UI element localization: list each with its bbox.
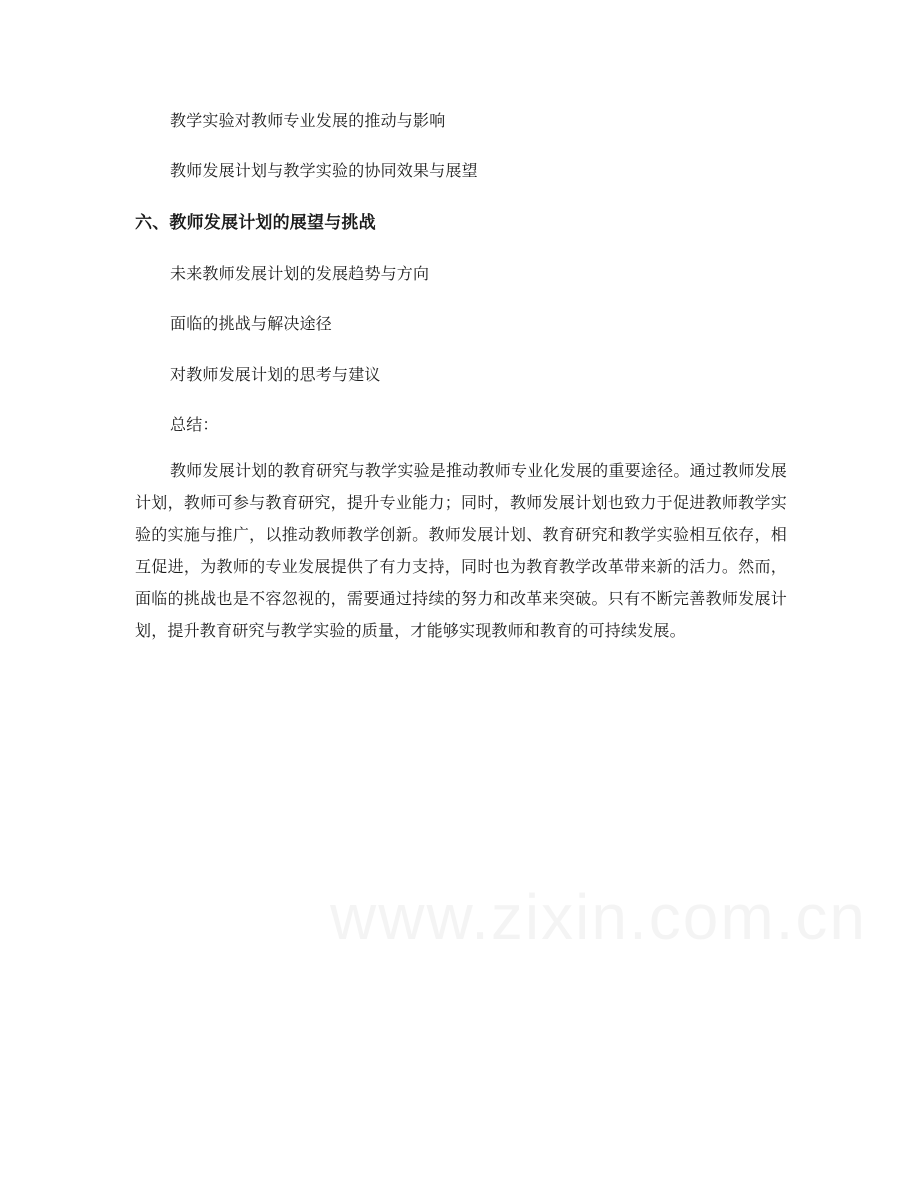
list-item: 教师发展计划与教学实验的协同效果与展望 bbox=[170, 161, 478, 180]
list-item: 面临的挑战与解决途径 bbox=[170, 314, 333, 333]
section-heading: 六、教师发展计划的展望与挑战 bbox=[135, 213, 376, 233]
summary-label: 总结： bbox=[170, 415, 219, 434]
list-item: 未来教师发展计划的发展趋势与方向 bbox=[170, 264, 430, 283]
summary-paragraph: 教师发展计划的教育研究与教学实验是推动教师专业化发展的重要途径。通过教师发展计划，教师可参与教育研究，提升专业能力；同时，教师发展计划也致力于促进教师教学实验的实施与推广，以推动教师教学创新。教师发展计划、教育研究和教学实验相互依存，相互促进，为教师的专业发展提供了有力支持，同时也为教育教学改革带来新的活力。然而，面临的挑战也是不容忽视的，需要通过持续的努力和改革来突破。只有不断完善教师发展计划，提升教育研究与教学实验的质量，才能够实现教师和教育的可持续发展。 bbox=[135, 461, 787, 640]
watermark bbox=[330, 880, 867, 954]
list-item: 对教师发展计划的思考与建议 bbox=[170, 365, 381, 384]
list-item: 教学实验对教师专业发展的推动与影响 bbox=[170, 111, 446, 130]
